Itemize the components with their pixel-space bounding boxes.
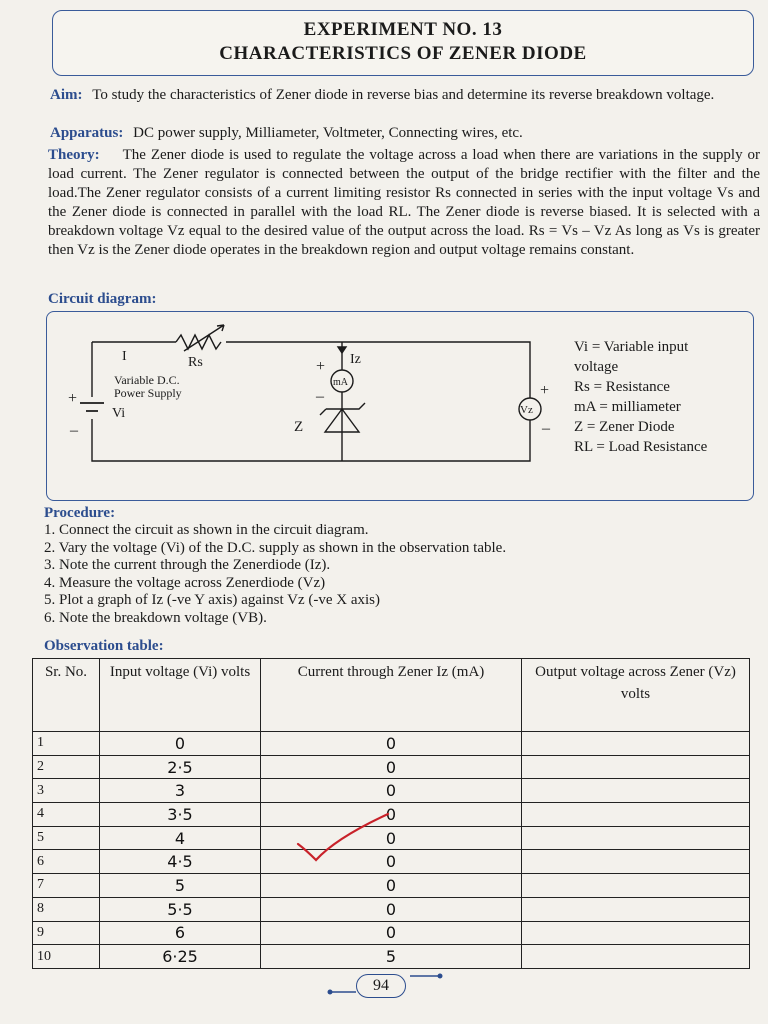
table-row (33, 897, 750, 921)
cell-sr: 3 (33, 779, 100, 803)
cell-iz: 0 (261, 826, 522, 850)
cell-sr: 7 (33, 874, 100, 898)
cell-vz (522, 779, 750, 803)
table-row (33, 874, 750, 898)
cell-iz: 0 (261, 897, 522, 921)
procedure-step: 4. Measure the voltage across Zenerdiode (Vz) (44, 574, 326, 591)
cell-iz: 0 (261, 803, 522, 827)
cell-vz (522, 803, 750, 827)
table-row (33, 779, 750, 803)
cell-vz (522, 732, 750, 756)
theory-section (48, 146, 760, 260)
legend-item: Rs = Resistance (574, 379, 670, 395)
label-vi: Vi (112, 406, 126, 421)
table-row (33, 921, 750, 945)
cell-vz (522, 945, 750, 969)
label-vz-minus: – (542, 420, 550, 437)
cell-vz (522, 874, 750, 898)
cell-sr: 9 (33, 921, 100, 945)
cell-sr: 5 (33, 826, 100, 850)
circuit-diagram (46, 311, 566, 501)
iz-arrow (338, 347, 346, 353)
cell-iz: 0 (261, 850, 522, 874)
label-battery-minus: – (70, 422, 78, 439)
label-current: I (122, 349, 127, 364)
procedure-step: 5. Plot a graph of Iz (-ve Y axis) against Vz (-ve X axis) (44, 592, 381, 608)
legend-item: Z = Zener Diode (574, 419, 675, 435)
label-supply-1: Variable D.C. (114, 373, 180, 387)
procedure-list (44, 522, 744, 627)
procedure-step: 3. Note the current through the Zenerdiode (Iz). (44, 557, 331, 573)
label-rs: Rs (188, 355, 203, 370)
cell-sr: 8 (33, 897, 100, 921)
legend-item: mA = milliameter (574, 399, 681, 415)
cell-vi: 6 (100, 921, 261, 945)
aim-section (50, 86, 750, 105)
cell-vz (522, 850, 750, 874)
aim-label: Aim: (50, 87, 83, 103)
legend-item: voltage (574, 359, 619, 375)
label-iz: Iz (350, 352, 361, 367)
apparatus-section (50, 124, 750, 143)
aim-text: To study the characteristics of Zener diode in reverse bias and determine its reverse breakdown voltage. (92, 87, 715, 103)
col-sr-no: Sr. No. (33, 659, 100, 732)
cell-sr: 6 (33, 850, 100, 874)
cell-sr: 4 (33, 803, 100, 827)
col-current: Current through Zener Iz (mA) (261, 659, 522, 732)
cell-vi: 2·5 (100, 755, 261, 779)
cell-vz (522, 755, 750, 779)
cell-vi: 3·5 (100, 803, 261, 827)
label-vz-plus: + (540, 382, 550, 399)
procedure-step: 6. Note the breakdown voltage (VB). (44, 609, 267, 626)
observation-heading: Observation table: (44, 638, 164, 654)
experiment-number: EXPERIMENT NO. 13 (303, 19, 503, 40)
table-row (33, 755, 750, 779)
col-input-voltage: Input voltage (Vi) volts (100, 659, 261, 732)
cell-iz: 5 (261, 945, 522, 969)
circuit-legend (574, 337, 707, 457)
cell-vz (522, 921, 750, 945)
table-row (33, 945, 750, 969)
theory-text: The Zener diode is used to regulate the voltage across a load when there are variations in the supply or load current. The Zener regulator is connected between the output of the bridge rectifier with the filter and the load.The Zener regulator consists of a current limiting resistor Rs connected in series with the input voltage Vs and the Zener diode is connected in parallel with the load RL. The Zener diode is reverse biased. It is selected with a breakdown voltage Vz equal to the desired value of the output across the load. Rs = Vs – Vz As long as Vs is greater then Vz is the Zener diode operates in the breakdown region and output voltage remains constant. (48, 147, 760, 258)
cell-vi: 4·5 (100, 850, 261, 874)
cell-vi: 5·5 (100, 897, 261, 921)
page-number: 94 (356, 974, 406, 998)
apparatus-text: DC power supply, Milliameter, Voltmeter, Connecting wires, etc. (133, 125, 523, 141)
label-ma-plus: + (316, 358, 326, 375)
procedure-step: 2. Vary the voltage (Vi) of the D.C. supply as shown in the observation table. (44, 539, 507, 556)
cell-vz (522, 826, 750, 850)
col-output-voltage: Output voltage across Zener (Vz) volts (522, 659, 750, 732)
cell-iz: 0 (261, 921, 522, 945)
cell-iz: 0 (261, 779, 522, 803)
label-ma-minus: – (316, 388, 324, 405)
procedure-step: 1. Connect the circuit as shown in the circuit diagram. (44, 522, 369, 538)
check-mark-icon (296, 808, 396, 868)
label-vz: Vz (520, 404, 533, 416)
cell-vi: 4 (100, 826, 261, 850)
cell-iz: 0 (261, 732, 522, 756)
cell-sr: 10 (33, 945, 100, 969)
cell-iz: 0 (261, 755, 522, 779)
cell-vz (522, 897, 750, 921)
cell-vi: 3 (100, 779, 261, 803)
cell-vi: 6·25 (100, 945, 261, 969)
cell-iz: 0 (261, 874, 522, 898)
theory-label: Theory: (48, 147, 100, 163)
procedure-heading: Procedure: (44, 505, 116, 521)
apparatus-label: Apparatus: (50, 125, 124, 141)
cell-vi: 5 (100, 874, 261, 898)
label-supply-2: Power Supply (114, 386, 182, 400)
title-box (52, 10, 754, 76)
legend-item: Vi = Variable input (574, 339, 689, 355)
label-zener: Z (294, 419, 304, 435)
table-row (33, 732, 750, 756)
circuit-heading: Circuit diagram: (48, 291, 157, 307)
label-ma: mA (333, 377, 348, 388)
cell-sr: 2 (33, 755, 100, 779)
legend-item: RL = Load Resistance (574, 439, 708, 455)
cell-vi: 0 (100, 732, 261, 756)
wire-top-right (92, 342, 530, 461)
label-battery-plus: + (68, 390, 78, 407)
cell-sr: 1 (33, 732, 100, 756)
experiment-title: CHARACTERISTICS OF ZENER DIODE (219, 43, 587, 64)
table-header-row (33, 659, 750, 732)
